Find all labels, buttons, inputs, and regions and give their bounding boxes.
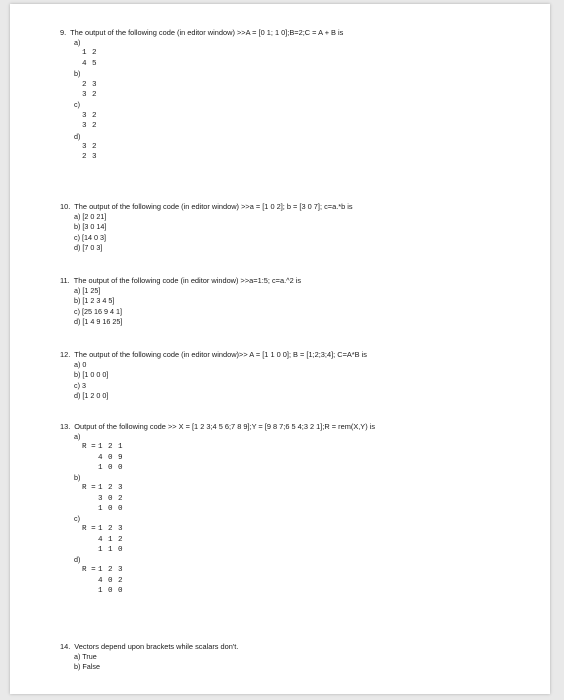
matrix-cell: 4 bbox=[98, 535, 103, 544]
matrix-cell: 0 bbox=[118, 463, 123, 472]
matrix-cell: 3 bbox=[82, 122, 87, 131]
matrix-cell: 2 bbox=[92, 91, 97, 100]
matrix-cell: 1 bbox=[98, 525, 103, 534]
matrix-row bbox=[82, 442, 375, 452]
matrix-cell: 1 bbox=[98, 545, 103, 554]
option-a: a) 0 bbox=[74, 360, 87, 369]
matrix-cell: 3 bbox=[82, 91, 87, 100]
worksheet-page bbox=[10, 4, 550, 694]
question-stem: 14. Vectors depend upon brackets while scalars don't. bbox=[60, 642, 239, 651]
matrix-row bbox=[82, 142, 343, 152]
matrix-cell: 9 bbox=[118, 453, 123, 462]
matrix-cell: 0 bbox=[118, 504, 123, 513]
matrix-row bbox=[82, 59, 343, 69]
question-11 bbox=[60, 276, 301, 328]
option-b: b) [1 0 0 0] bbox=[74, 370, 109, 380]
matrix-var-label: R = bbox=[82, 566, 96, 575]
matrix-cell: 2 bbox=[118, 576, 123, 585]
question-stem: 11. The output of the following code (in editor window) >>a=1:5; c=a.^2 is bbox=[60, 276, 302, 285]
matrix-var-label: R = bbox=[82, 443, 96, 452]
option-b-label: b) bbox=[74, 69, 81, 79]
matrix-cell: 1 bbox=[98, 463, 103, 472]
matrix-cell: 0 bbox=[108, 586, 113, 595]
option-d-label: d) bbox=[74, 555, 81, 565]
question-stem: 9. The output of the following code (in editor window) >>A = [0 1; 1 0];B=2;C = A + B is bbox=[60, 28, 344, 37]
matrix-cell: 1 bbox=[108, 545, 113, 554]
matrix-cell: 0 bbox=[118, 545, 123, 554]
option-b: b) [1 2 3 4 5] bbox=[74, 296, 115, 306]
matrix-cell: 1 bbox=[98, 443, 103, 452]
matrix-row bbox=[82, 80, 343, 90]
option-a: a) True bbox=[74, 652, 97, 661]
matrix-cell: 1 bbox=[98, 484, 103, 493]
matrix-cell: 0 bbox=[118, 586, 123, 595]
question-stem: 12. The output of the following code (in editor window)>> A = [1 1 0 0]; B = [1;2;3;4]; C=A*B is bbox=[60, 350, 368, 359]
option-b-matrix bbox=[82, 80, 343, 101]
matrix-row bbox=[82, 90, 343, 100]
question-stem: 13. Output of the following code >> X = [1 2 3;4 5 6;7 8 9];Y = [9 8 7;6 5 4;3 2 1];R = rem(X,Y) is bbox=[60, 422, 376, 431]
option-d-matrix bbox=[82, 565, 375, 596]
matrix-indent bbox=[82, 453, 98, 463]
question-10 bbox=[60, 202, 353, 254]
matrix-cell: 2 bbox=[108, 525, 113, 534]
option-a-label: a) bbox=[74, 432, 81, 441]
matrix-row bbox=[82, 545, 375, 555]
matrix-cell: 3 bbox=[82, 111, 87, 120]
matrix-indent bbox=[82, 586, 98, 596]
matrix-indent bbox=[82, 576, 98, 586]
matrix-cell: 3 bbox=[118, 566, 123, 575]
matrix-indent bbox=[82, 463, 98, 473]
matrix-cell: 1 bbox=[82, 49, 87, 58]
matrix-cell: 2 bbox=[108, 566, 113, 575]
question-12 bbox=[60, 350, 367, 402]
matrix-indent bbox=[82, 545, 98, 555]
option-c-label: c) bbox=[74, 100, 80, 110]
matrix-row bbox=[82, 504, 375, 514]
matrix-cell: 5 bbox=[92, 59, 97, 68]
matrix-cell: 1 bbox=[98, 566, 103, 575]
option-c: c) [25 16 9 4 1] bbox=[74, 306, 122, 316]
matrix-cell: 2 bbox=[118, 494, 123, 503]
matrix-row bbox=[82, 48, 343, 58]
option-b: b) [3 0 14] bbox=[74, 222, 107, 232]
question-13 bbox=[60, 422, 375, 596]
option-a-label: a) bbox=[74, 38, 81, 47]
option-b-label: b) bbox=[74, 473, 81, 483]
option-a-matrix bbox=[82, 48, 343, 69]
matrix-cell: 3 bbox=[92, 80, 97, 89]
option-d: d) [1 4 9 16 25] bbox=[74, 317, 123, 327]
matrix-cell: 2 bbox=[92, 143, 97, 152]
option-c-matrix bbox=[82, 111, 343, 132]
option-a: a) [2 0 21] bbox=[74, 212, 107, 221]
matrix-row bbox=[82, 463, 375, 473]
option-b: b) False bbox=[74, 662, 100, 672]
matrix-cell: 0 bbox=[108, 494, 113, 503]
matrix-cell: 2 bbox=[82, 153, 87, 162]
question-14 bbox=[60, 642, 238, 673]
option-c-label: c) bbox=[74, 514, 80, 524]
matrix-cell: 4 bbox=[98, 453, 103, 462]
matrix-row bbox=[82, 535, 375, 545]
option-b-matrix bbox=[82, 483, 375, 514]
matrix-cell: 2 bbox=[118, 535, 123, 544]
matrix-cell: 2 bbox=[92, 111, 97, 120]
matrix-row bbox=[82, 152, 343, 162]
question-9 bbox=[60, 28, 343, 163]
matrix-cell: 1 bbox=[118, 443, 123, 452]
matrix-cell: 0 bbox=[108, 504, 113, 513]
matrix-indent bbox=[82, 535, 98, 545]
option-d-matrix bbox=[82, 142, 343, 163]
matrix-cell: 4 bbox=[82, 59, 87, 68]
matrix-cell: 3 bbox=[92, 153, 97, 162]
matrix-cell: 1 bbox=[98, 586, 103, 595]
matrix-cell: 2 bbox=[108, 443, 113, 452]
matrix-row bbox=[82, 121, 343, 131]
matrix-row bbox=[82, 483, 375, 493]
matrix-cell: 0 bbox=[108, 463, 113, 472]
matrix-var-label: R = bbox=[82, 525, 96, 534]
option-d: d) [1 2 0 0] bbox=[74, 391, 109, 401]
option-c-matrix bbox=[82, 524, 375, 555]
matrix-row bbox=[82, 586, 375, 596]
matrix-cell: 3 bbox=[98, 494, 103, 503]
matrix-row bbox=[82, 453, 375, 463]
option-a-matrix bbox=[82, 442, 375, 473]
matrix-cell: 2 bbox=[108, 484, 113, 493]
matrix-cell: 3 bbox=[118, 484, 123, 493]
question-stem: 10. The output of the following code (in editor window) >>a = [1 0 2]; b = [3 0 7]; c=a.*b is bbox=[60, 202, 353, 211]
option-c: c) [14 0 3] bbox=[74, 232, 106, 242]
matrix-cell: 4 bbox=[98, 576, 103, 585]
matrix-cell: 0 bbox=[108, 453, 113, 462]
matrix-row bbox=[82, 111, 343, 121]
option-c: c) 3 bbox=[74, 380, 86, 390]
matrix-cell: 0 bbox=[108, 576, 113, 585]
option-d-label: d) bbox=[74, 131, 81, 141]
matrix-cell: 1 bbox=[98, 504, 103, 513]
matrix-row bbox=[82, 576, 375, 586]
matrix-indent bbox=[82, 494, 98, 504]
matrix-row bbox=[82, 524, 375, 534]
option-d: d) [7 0 3] bbox=[74, 243, 103, 253]
matrix-cell: 1 bbox=[108, 535, 113, 544]
matrix-row bbox=[82, 494, 375, 504]
matrix-indent bbox=[82, 504, 98, 514]
matrix-cell: 2 bbox=[82, 80, 87, 89]
matrix-cell: 2 bbox=[92, 122, 97, 131]
matrix-var-label: R = bbox=[82, 484, 96, 493]
option-a: a) [1 25] bbox=[74, 286, 101, 295]
matrix-cell: 2 bbox=[92, 49, 97, 58]
matrix-cell: 3 bbox=[118, 525, 123, 534]
matrix-row bbox=[82, 565, 375, 575]
matrix-cell: 3 bbox=[82, 143, 87, 152]
